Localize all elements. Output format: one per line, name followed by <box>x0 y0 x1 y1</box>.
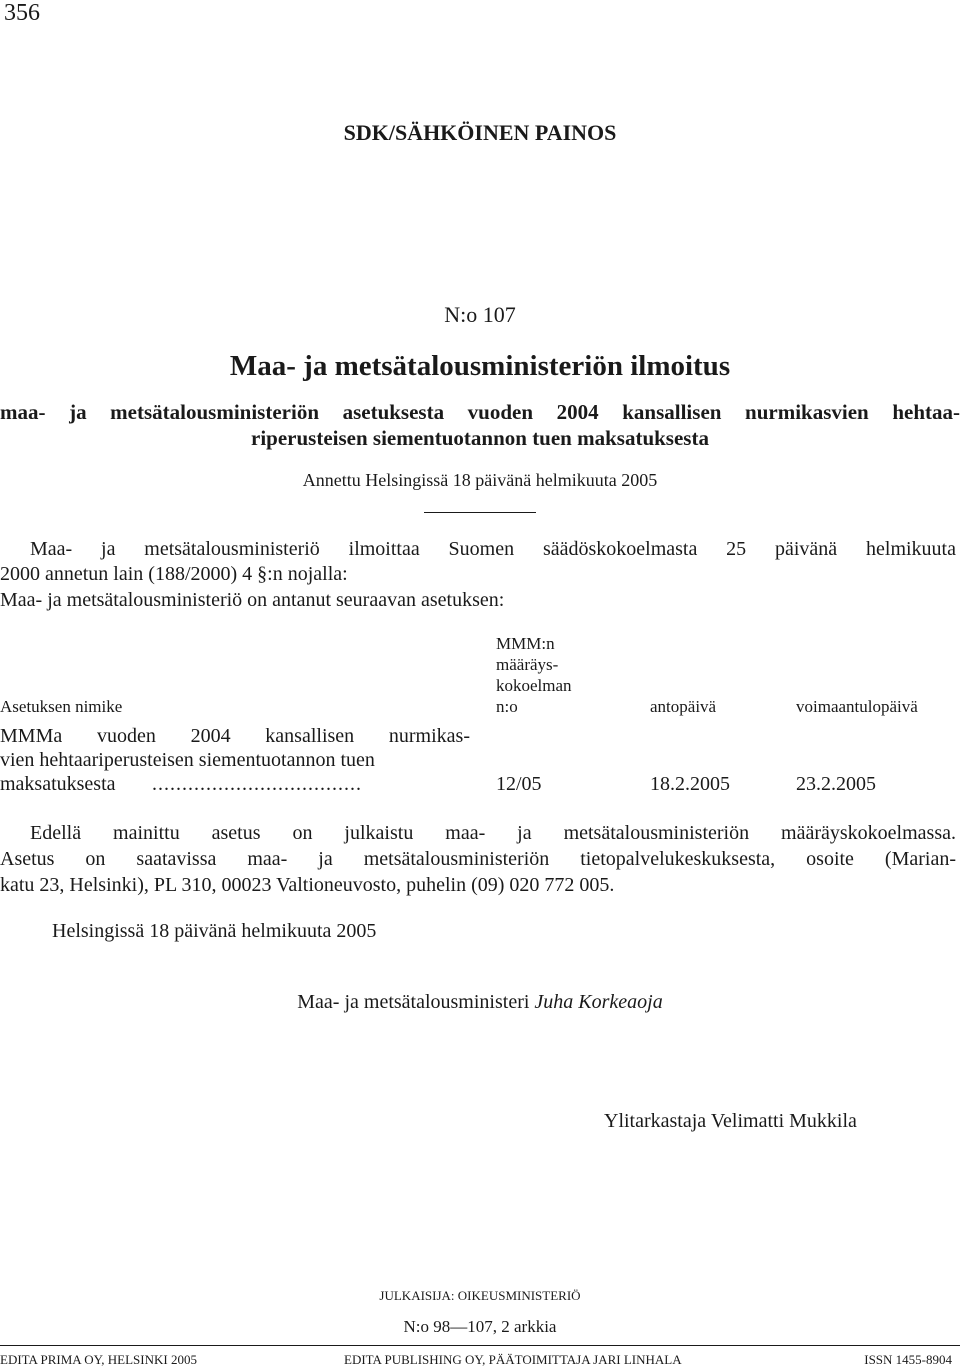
issue-number: N:o 107 <box>444 302 516 327</box>
header-collection-number-line-2: määräys- <box>496 655 559 674</box>
intro-line-2: 2000 annetun lain (188/2000) 4 §:n nojalla: <box>0 563 348 585</box>
header-decree-name: Asetuksen nimike <box>0 697 123 716</box>
header-issued-date: antopäivä <box>650 697 717 716</box>
header-collection-number-line-3: kokoelman <box>496 676 572 695</box>
decree-name-line-3: maksatuksesta <box>0 773 116 795</box>
minister-title: Maa- ja metsätalousministeri <box>297 991 530 1013</box>
footer-rule <box>0 1345 960 1346</box>
page-number: 356 <box>4 0 40 26</box>
header-collection-number-line-4: n:o <box>496 697 518 716</box>
dot-leader: ................................... <box>152 773 362 795</box>
separator-rule <box>424 512 536 513</box>
series-label: SDK/SÄHKÖINEN PAINOS <box>343 120 617 145</box>
decree-number: 12/05 <box>496 773 542 795</box>
footer-editor: EDITA PUBLISHING OY, PÄÄTOIMITTAJA JARI LINHALA <box>344 1352 682 1367</box>
publisher: JULKAISIJA: OIKEUSMINISTERIÖ <box>379 1288 581 1303</box>
subtitle-line-1: maa- ja metsätalousministeriön asetuksesta vuoden 2004 kansallisen nurmikasvien hehtaa- <box>0 400 960 424</box>
paragraph-line-3: katu 23, Helsinki), PL 310, 00023 Valtioneuvosto, puhelin (09) 020 772 005. <box>0 874 615 896</box>
header-effective-date: voimaantulopäivä <box>796 697 918 716</box>
decree-name-line-1: MMMa vuoden 2004 kansallisen nurmikas- <box>0 725 470 747</box>
decree-issued-date: 18.2.2005 <box>650 773 730 795</box>
minister-signature <box>0 991 960 1014</box>
intro-line-3: Maa- ja metsätalousministeriö on antanut seuraavan asetuksen: <box>0 589 505 611</box>
footer-issue-range: N:o 98—107, 2 arkkia <box>403 1317 557 1336</box>
decree-effective-date: 23.2.2005 <box>796 773 876 795</box>
place-and-date: Helsingissä 18 päivänä helmikuuta 2005 <box>52 920 377 942</box>
footer-printer: EDITA PRIMA OY, HELSINKI 2005 <box>0 1352 197 1367</box>
paragraph-line-2: Asetus on saatavissa maa- ja metsätalousministeriön tietopalvelukeskuksesta, osoite (Marian- <box>0 848 956 870</box>
subtitle-line-2: riperusteisen siementuotannon tuen maksatuksesta <box>251 426 709 450</box>
document-title: Maa- ja metsätalousministeriön ilmoitus <box>229 350 731 382</box>
paragraph-line-1: Edellä mainittu asetus on julkaistu maa- ja metsätalousministeriön määräyskokoelmassa. <box>30 822 956 844</box>
given-date: Annettu Helsingissä 18 päivänä helmikuuta 2005 <box>302 470 658 490</box>
decree-name-line-2: vien hehtaariperusteisen siementuotannon tuen <box>0 749 375 771</box>
header-collection-number-line-1: MMM:n <box>496 634 555 653</box>
minister-name: Juha Korkeaoja <box>534 991 663 1013</box>
footer-issn: ISSN 1455-8904 <box>864 1352 952 1367</box>
intro-line-1: Maa- ja metsätalousministeriö ilmoittaa Suomen säädöskokoelmasta 25 päivänä helmikuuta <box>30 538 956 560</box>
inspector-signature: Ylitarkastaja Velimatti Mukkila <box>604 1110 857 1132</box>
